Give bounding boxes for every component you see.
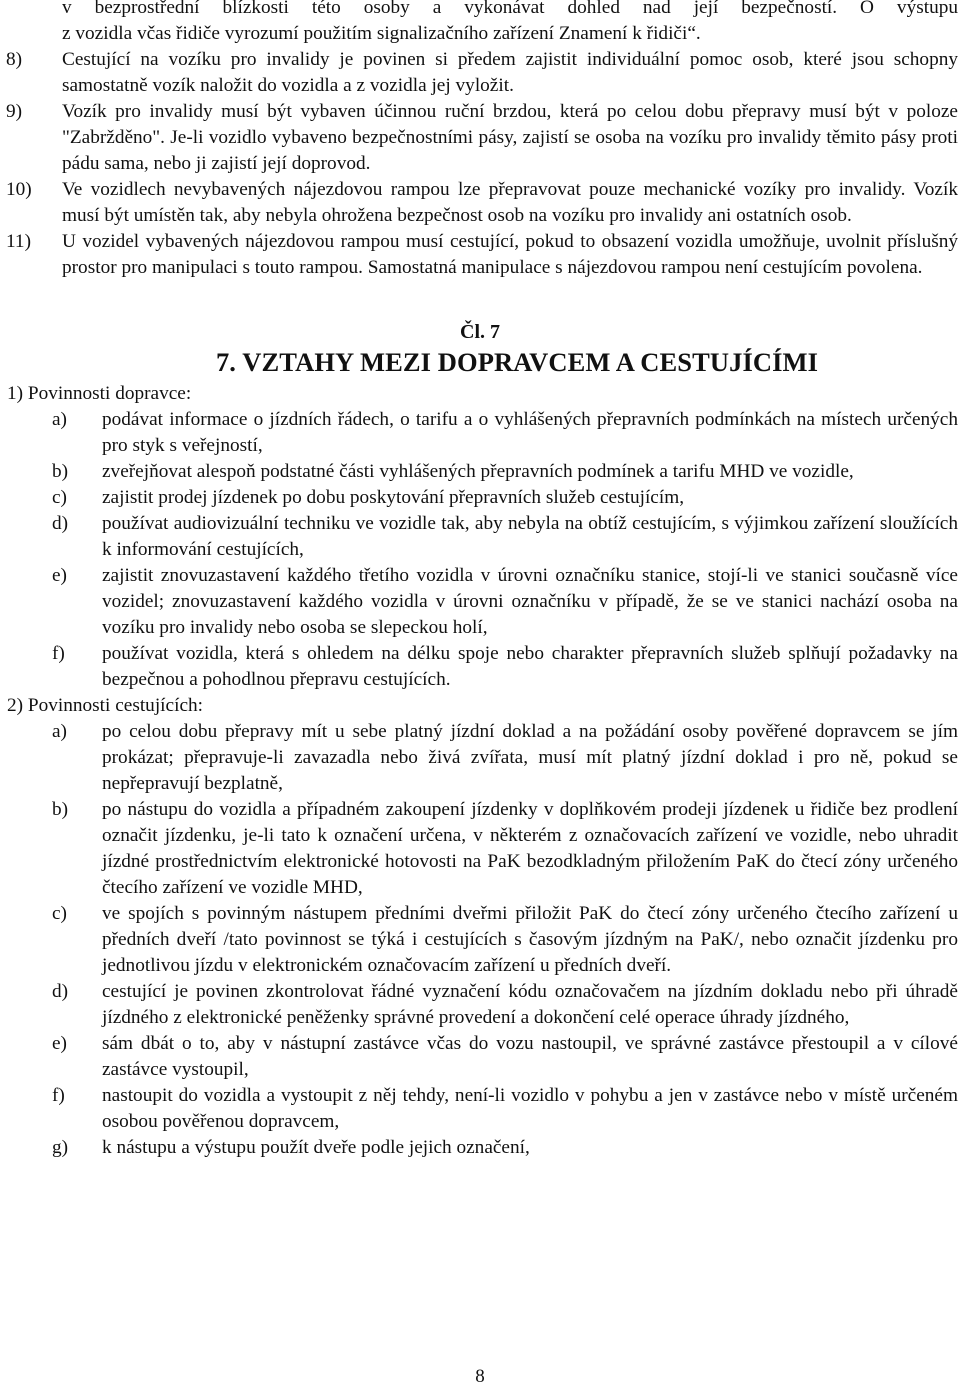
list-letter: g) [52, 1137, 69, 1158]
rule-text: Cestující na vozíku pro invalidy je povinen si předem zajistit individuální pomoc osob, které jsou schopny samostatně vozík naložit do vozidla a z vozidla jej vyložit. [62, 49, 958, 96]
list-item [52, 641, 958, 693]
continued-line-2: z vozidla včas řidiče vyrozumí použitím signalizačního zařízení Znamení k řidiči“. [62, 23, 701, 44]
rule-text: U vozidel vybavených nájezdovou rampou musí cestující, pokud to obsazení vozidla umožňuje, uvolnit příslušný prostor pro manipulaci s touto rampou. Samostatná manipulace s nájezdovou rampou není cestujícím povolena. [62, 231, 958, 278]
list-item [52, 459, 958, 485]
list-item [52, 797, 958, 901]
rule-item-8 [0, 47, 958, 99]
article-title: 7. VZTAHY MEZI DOPRAVCEM A CESTUJÍCÍMI [215, 347, 819, 377]
rule-item-11 [0, 229, 958, 281]
list-text: zajistit znovuzastavení každého třetího vozidla v úrovni označníku stanice, stojí-li ve stanici současně více vozidel; znovuzastavení každého vozidla v úrovni označníku v případě, že se ve stanici nachází osoba na vozíku pro invalidy nebo osoba se slepeckou holí, [102, 565, 958, 638]
list-item [52, 485, 958, 511]
rule-number: 11) [6, 231, 31, 252]
rule-number: 8) [6, 49, 23, 70]
list-item [52, 1031, 958, 1083]
list-letter: c) [52, 487, 67, 508]
list-letter: f) [52, 643, 65, 664]
list-letter: b) [52, 461, 69, 482]
article-label: Čl. 7 [460, 321, 500, 343]
list-item [52, 1083, 958, 1135]
rule-item-10 [0, 177, 958, 229]
section-heading-passenger-duties: 2) Povinnosti cestujících: [7, 695, 204, 716]
list-letter: e) [52, 565, 67, 586]
rule-item-9 [0, 99, 958, 177]
list-text: zveřejňovat alespoň podstatné části vyhlášených přepravních podmínek a tarifu MHD ve vozidle, [102, 461, 854, 482]
list-text: používat vozidla, která s ohledem na délku spoje nebo charakter přepravních služeb splňují požadavky na bezpečnou a pohodlnou přepravu cestujících. [102, 643, 958, 690]
list-text: sám dbát o to, aby v nástupní zastávce včas do vozu nastoupil, ve správné zastávce přestoupil a v cílové zastávce vystoupil, [102, 1033, 958, 1080]
list-item [52, 511, 958, 563]
list-letter: f) [52, 1085, 65, 1106]
spacer [0, 281, 960, 313]
list-letter: d) [52, 513, 69, 534]
list-item [52, 901, 958, 979]
rule-text: Vozík pro invalidy musí být vybaven účinnou ruční brzdou, která po celou dobu přepravy musí být v poloze "Zabržděno". Je-li vozidlo vybaveno bezpečnostními pásy, zajistí se osoba na vozíku pro invalidy těmito pásy proti pádu sama, nebo ji zajistí její doprovod. [62, 101, 958, 174]
rule-number: 9) [6, 101, 23, 122]
list-letter: c) [52, 903, 67, 924]
rule-text: Ve vozidlech nevybavených nájezdovou rampou lze přepravovat pouze mechanické vozíky pro invalidy. Vozík musí být umístěn tak, aby nebyla ohrožena bezpečnost osob na vozíku pro invalidy ani ostatních osob. [62, 179, 958, 226]
list-item [52, 1135, 958, 1161]
continued-line-1: v bezprostřední blízkosti této osoby a vykonávat dohled nad její bezpečností. O výstupu [62, 0, 958, 18]
list-text: ve spojích s povinným nástupem předními dveřmi přiložit PaK do čtecí zóny určeného čtecího zařízení u předních dveří /tato povinnost se týká i cestujících s časovým jízdným na PaK/, nebo označit jízdenku pro jednotlivou jízdu v elektronickém označovacím zařízení u předních dveří. [102, 903, 958, 976]
list-text: podávat informace o jízdních řádech, o tarifu a o vyhlášených přepravních podmínkách na místech určených pro styk s veřejností, [102, 409, 958, 456]
list-text: cestující je povinen zkontrolovat řádné vyznačení kódu označovačem na jízdním dokladu nebo při úhradě jízdného z elektronické peněženky správné provedení a dokončení celé operace úhrady jízdného, [102, 981, 958, 1028]
list-text: nastoupit do vozidla a vystoupit z něj tehdy, není-li vozidlo v pohybu a jen v zastávce nebo v místě určeném osobou pověřenou dopravcem, [102, 1085, 958, 1132]
rule-number: 10) [6, 179, 32, 200]
list-letter: b) [52, 799, 69, 820]
list-item [52, 563, 958, 641]
list-text: k nástupu a výstupu použít dveře podle jejich označení, [102, 1137, 530, 1158]
page-number: 8 [475, 1366, 485, 1387]
list-item [52, 719, 958, 797]
list-text: po celou dobu přepravy mít u sebe platný jízdní doklad a na požádání osoby pověřené dopravcem se jím prokázat; přepravuje-li zavazadla nebo živá zvířata, musí mít platný jízdní doklad i pro ně, pokud se nepřepravují bezplatně, [102, 721, 958, 794]
section-heading-carrier-duties: 1) Povinnosti dopravce: [7, 383, 192, 404]
continued-paragraph [62, 0, 958, 47]
list-letter: d) [52, 981, 69, 1002]
list-item [52, 407, 958, 459]
list-letter: a) [52, 721, 67, 742]
list-letter: a) [52, 409, 67, 430]
list-text: po nástupu do vozidla a případném zakoupení jízdenky v doplňkovém prodeji jízdenek u řidiče bez prodlení označit jízdenku, je-li tato k označení určena, v některém z označovacích zařízení ve vozidle, nebo uhradit jízdné prostřednictvím elektronické hotovosti na PaK bezodkladným přiložením PaK do čtecí zóny určeného čtecího zařízení ve vozidle MHD, [102, 799, 958, 898]
list-item [52, 979, 958, 1031]
list-text: zajistit prodej jízdenek po dobu poskytování přepravních služeb cestujícím, [102, 487, 685, 508]
list-letter: e) [52, 1033, 67, 1054]
list-text: používat audiovizuální techniku ve vozidle tak, aby nebyla na obtíž cestujícím, s výjimkou zařízení sloužících k informování cestujících, [102, 513, 958, 560]
